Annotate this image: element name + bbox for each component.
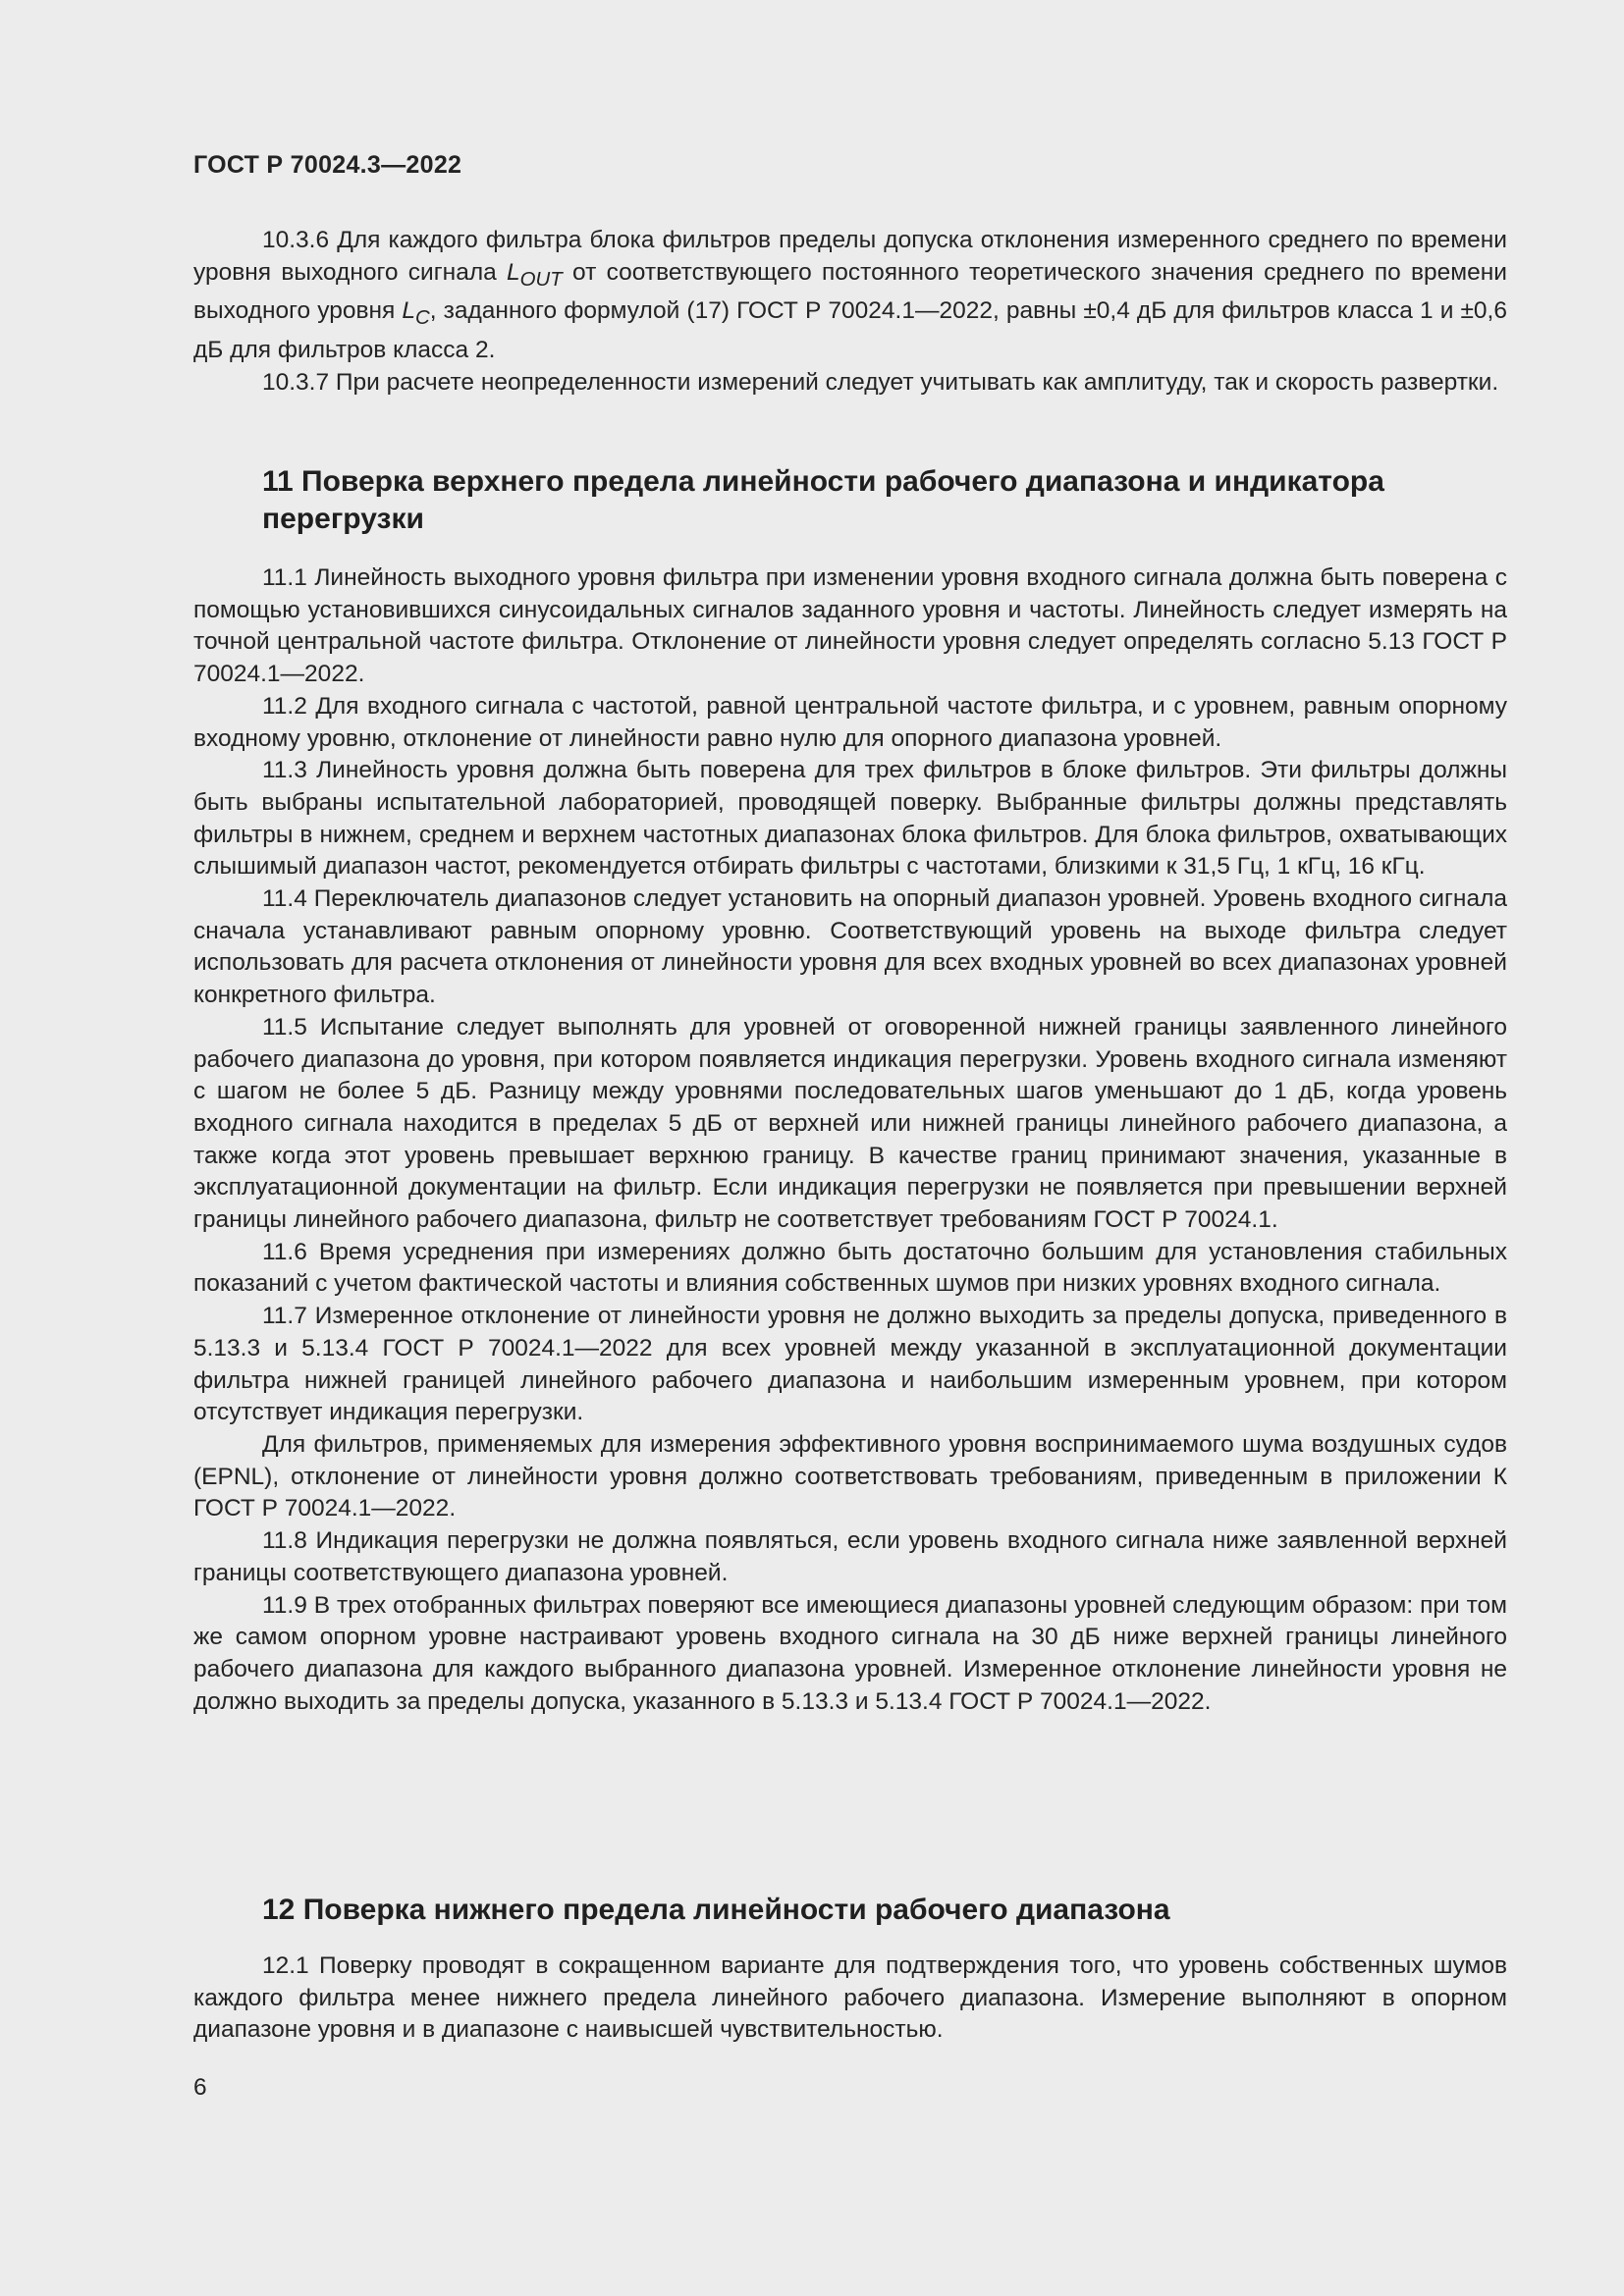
page-number: 6	[193, 2074, 207, 2101]
section-12-heading: 12 Поверка нижнего предела линейности рабочего диапазона	[262, 1894, 1170, 1926]
paragraph-11-3: 11.3 Линейность уровня должна быть поверена для трех фильтров в блоке фильтров. Эти фильтры должны быть выбраны испытательной лабораторией, проводящей поверку. Выбранные фильтры должны представлять фильтры в нижнем, среднем и верхнем частотных диапазонах блока фильтров. Для блока фильтров, охватывающих слышимый диапазон частот, рекомендуется отбирать фильтры с частотами, близкими к 31,5 Гц, 1 кГц, 16 кГц.	[193, 757, 1507, 881]
paragraph-11-5: 11.5 Испытание следует выполнять для уровней от оговоренной нижней границы заявленного линейного рабочего диапазона до уровня, при котором появляется индикация перегрузки. Уровень входного сигнала изменяют с шагом не более 5 дБ. Разницу между уровнями последовательных шагов уменьшают до 1 дБ, когда уровень входного сигнала находится в пределах 5 дБ от верхней или нижней границы линейного рабочего диапазона, а также когда этот уровень превышает верхнюю границу. В качестве границ принимают значения, указанные в эксплуатационной документации на фильтр. Если индикация перегрузки не появляется при превышении верхней границы линейного рабочего диапазона, фильтр не соответствует требованиям ГОСТ Р 70024.1.	[193, 1013, 1507, 1234]
paragraph-11-6: 11.6 Время усреднения при измерениях должно быть достаточно большим для установления стабильных показаний с учетом фактической частоты и влияния собственных шумов при низких уровнях входного сигнала.	[193, 1238, 1507, 1298]
section-12-heading-block	[193, 1892, 1507, 1929]
paragraph-11-7-epnl: Для фильтров, применяемых для измерения эффективного уровня воспринимаемого шума воздушных судов (EPNL), отклонение от линейности уровня должно соответствовать требованиям, приведенным в приложении К ГОСТ Р 70024.1—2022.	[193, 1430, 1507, 1522]
symbol-l-c: $L_C$	[402, 297, 430, 330]
paragraph-10-3-6: 10.3.6 Для каждого фильтра блока фильтров пределы допуска отклонения измеренного среднего по времени уровня выходного сигнала $L_{OUT}$ от соответствующего постоянного теоретического значения среднего по времени выходного уровня $L_C$, заданного формулой (17) ГОСТ Р 70024.1—2022, равны ±0,4 дБ для фильтров класса 1 и ±0,6 дБ для фильтров класса 2.	[193, 227, 1507, 363]
symbol-l-out: $L_{OUT}$	[507, 258, 563, 291]
document-header: ГОСТ Р 70024.3—2022	[193, 151, 462, 179]
paragraph-11-2: 11.2 Для входного сигнала с частотой, равной центральной частоте фильтра, и с уровнем, равным опорному входному уровню, отклонение от линейности равно нулю для опорного диапазона уровней.	[193, 692, 1507, 752]
paragraph-11-9: 11.9 В трех отобранных фильтрах поверяют все имеющиеся диапазоны уровней следующим образом: при том же самом опорном уровне настраивают уровень входного сигнала на 30 дБ ниже верхней границы линейного рабочего диапазона для каждого выбранного диапазона уровней. Измеренное отклонение линейности уровня не должно выходить за пределы допуска, указанного в 5.13.3 и 5.13.4 ГОСТ Р 70024.1—2022.	[193, 1591, 1507, 1715]
paragraph-12-1: 12.1 Поверку проводят в сокращенном варианте для подтверждения того, что уровень собственных шумов каждого фильтра менее нижнего предела линейного рабочего диапазона. Измерение выполняют в опорном диапазоне уровня и в диапазоне с наивысшей чувствительностью.	[193, 1952, 1507, 2044]
section-11-heading-block	[193, 463, 1507, 538]
section-10-continuation	[193, 225, 1507, 399]
paragraph-11-1: 11.1 Линейность выходного уровня фильтра при изменении уровня входного сигнала должна быть поверена с помощью установившихся синусоидальных сигналов заданного уровня и частоты. Линейность следует измерять на точной центральной частоте фильтра. Отклонение от линейности уровня следует определять согласно 5.13 ГОСТ Р 70024.1—2022.	[193, 564, 1507, 688]
paragraph-11-7: 11.7 Измеренное отклонение от линейности уровня не должно выходить за пределы допуска, приведенного в 5.13.3 и 5.13.4 ГОСТ Р 70024.1—2022 для всех уровней между указанной в эксплуатационной документации фильтра нижней границей линейного рабочего диапазона и наибольшим измеренным уровнем, при котором отсутствует индикация перегрузки.	[193, 1303, 1507, 1426]
paragraph-11-4: 11.4 Переключатель диапазонов следует установить на опорный диапазон уровней. Уровень входного сигнала сначала устанавливают равным опорному уровню. Соответствующий уровень на выходе фильтра следует использовать для расчета отклонения от линейности уровня для всех входных уровней во всех диапазонах уровней конкретного фильтра.	[193, 885, 1507, 1009]
section-11-body	[193, 562, 1507, 1718]
section-12-body	[193, 1950, 1507, 2047]
paragraph-10-3-7: 10.3.7 При расчете неопределенности измерений следует учитывать как амплитуду, так и скорость развертки.	[262, 368, 1499, 396]
paragraph-11-8: 11.8 Индикация перегрузки не должна появляться, если уровень входного сигнала ниже заявленной верхней границы соответствующего диапазона уровней.	[193, 1527, 1507, 1586]
section-11-heading: 11 Поверка верхнего предела линейности рабочего диапазона и индикатора перегрузки	[262, 465, 1384, 535]
